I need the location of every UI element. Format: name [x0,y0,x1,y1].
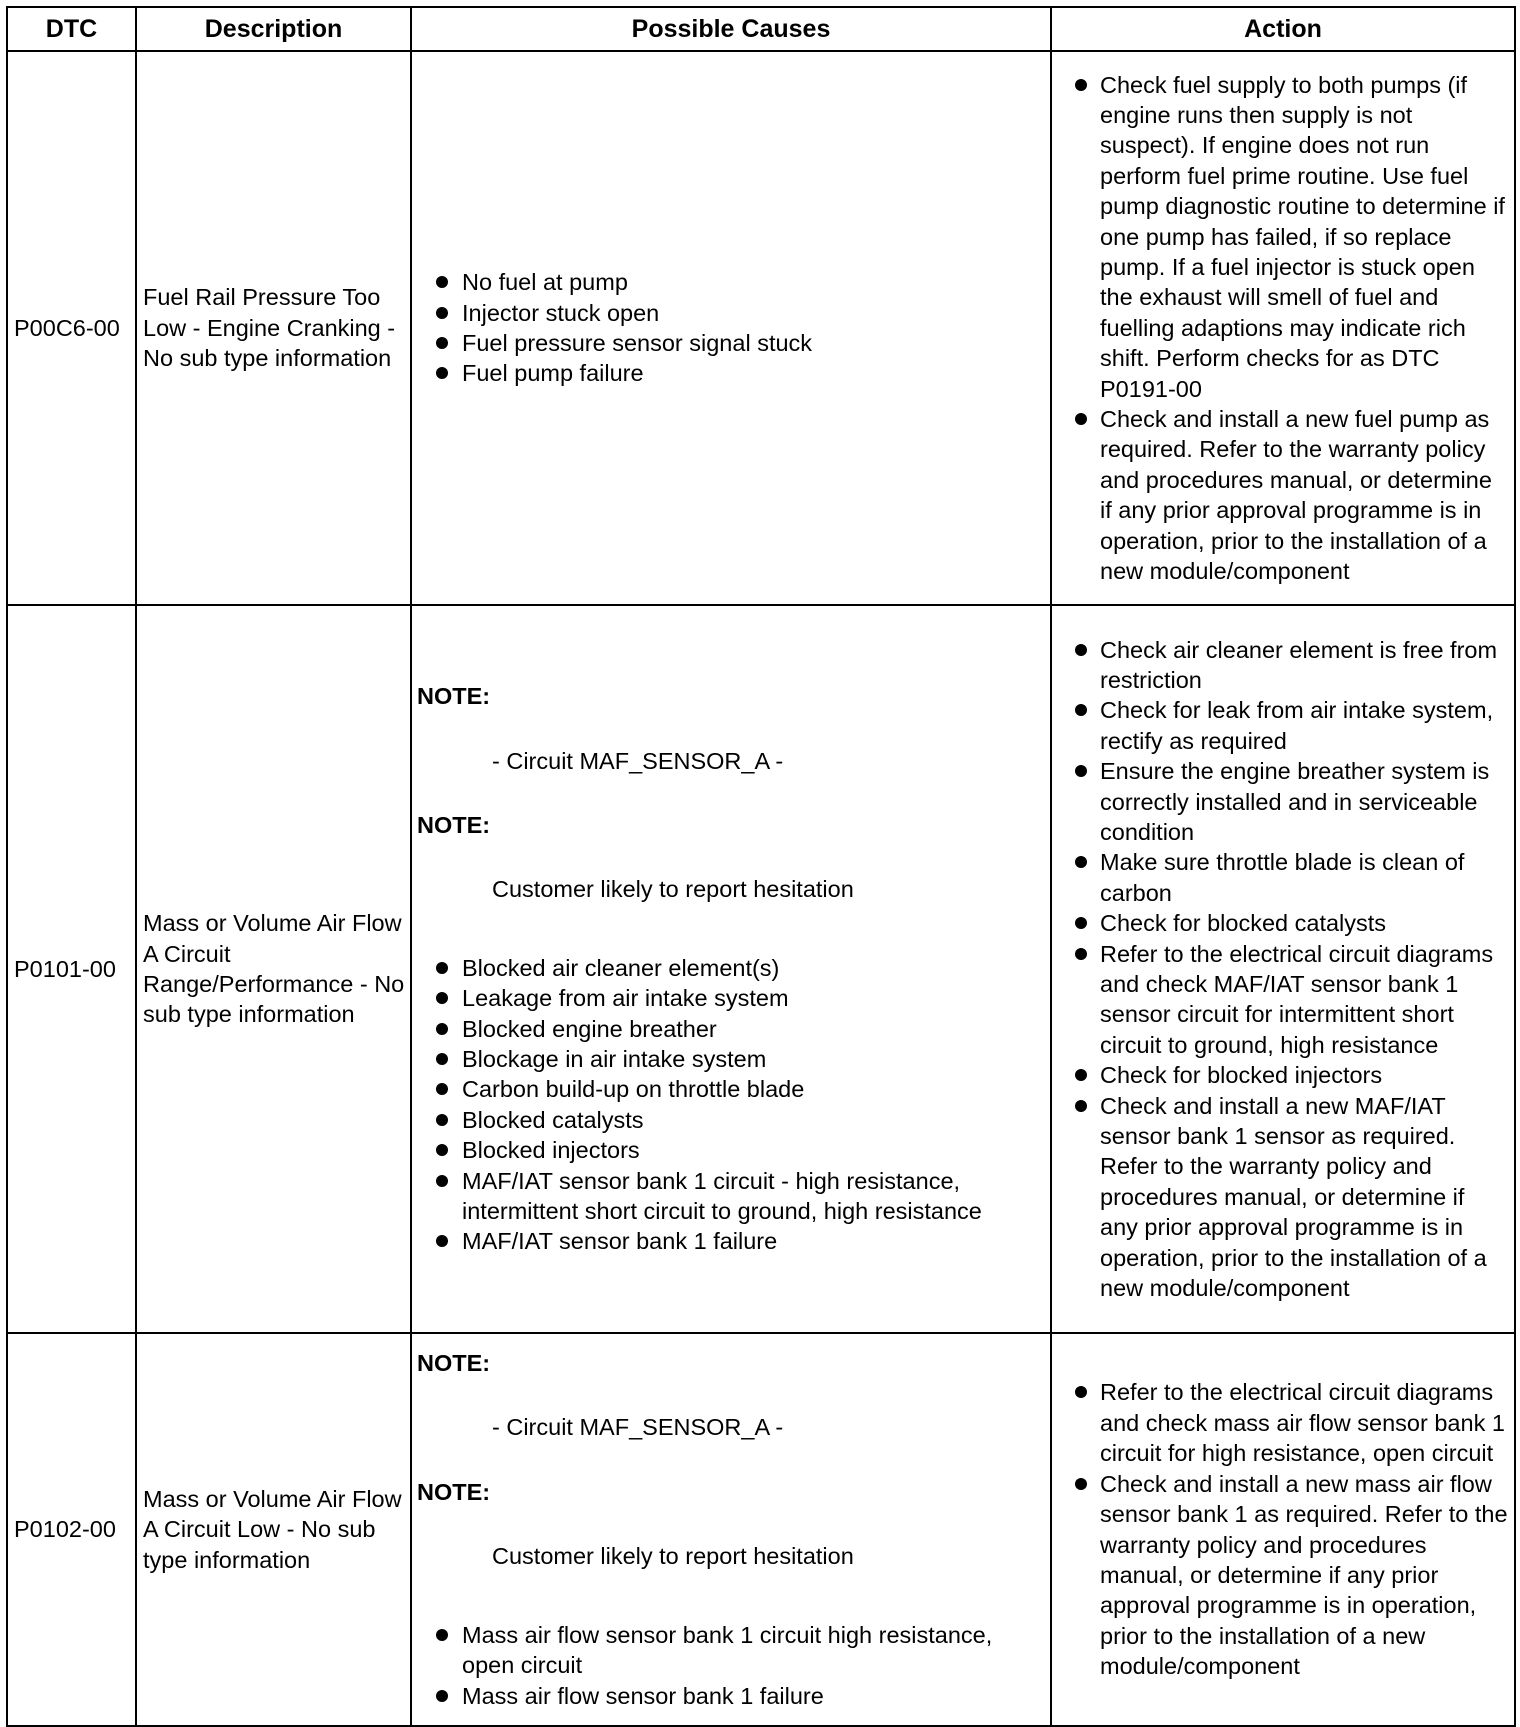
cause-item: Blocked injectors [417,1135,1046,1165]
action-item: Check fuel supply to both pumps (if engine runs then supply is not suspect). If engine does not run perform fuel prime routine. Use fuel pump diagnostic routine to determine if one pump has failed, if so replace pump. If a fuel injector is stuck open the exhaust will smell of fuel and fuelling adaptions may indicate rich shift. Perform checks for as DTC P0191-00 [1064,70,1508,404]
cause-item: MAF/IAT sensor bank 1 failure [417,1226,1046,1256]
bullet-icon [436,1114,448,1126]
dtc-code: P0102-00 [7,1333,136,1726]
bullet-icon [436,1023,448,1035]
action-item: Check and install a new fuel pump as required. Refer to the warranty policy and procedures manual, or determine if any prior approval programme is in operation, prior to the installation of a new module/component [1064,404,1508,586]
bullet-icon [1075,1386,1087,1398]
causes-list [417,1620,1046,1711]
action-item: Check for blocked injectors [1064,1060,1508,1090]
action-list [1064,70,1508,587]
cause-item: Blocked air cleaner element(s) [417,953,1046,983]
table-row-p0102 [7,1333,1515,1726]
action-item: Refer to the electrical circuit diagrams and check MAF/IAT sensor bank 1 sensor circuit for intermittent short circuit to ground, high resistance [1064,939,1508,1061]
bullet-icon [1075,856,1087,868]
cause-item: No fuel at pump [417,267,1046,297]
bullet-icon [436,367,448,379]
bullet-icon [1075,917,1087,929]
bullet-icon [1075,79,1087,91]
cause-item: Leakage from air intake system [417,983,1046,1013]
bullet-icon [436,992,448,1004]
note-text: - Circuit MAF_SENSOR_A - [492,1414,784,1441]
action-item: Check air cleaner element is free from restriction [1064,635,1508,696]
cause-item: Blockage in air intake system [417,1044,1046,1074]
bullet-icon [1075,1478,1087,1490]
header-action: Action [1051,7,1515,51]
cause-item: Carbon build-up on throttle blade [417,1074,1046,1104]
action-item: Check for blocked catalysts [1064,908,1508,938]
action-item: Refer to the electrical circuit diagrams and check mass air flow sensor bank 1 circuit for high resistance, open circuit [1064,1377,1508,1468]
cause-item: Mass air flow sensor bank 1 circuit high resistance, open circuit [417,1620,1046,1681]
possible-causes-cell [411,605,1051,1333]
note-label: NOTE: [417,1478,491,1505]
table-row-p00c6 [7,51,1515,605]
note-label: NOTE: [417,683,491,710]
bullet-icon [436,1175,448,1187]
bullet-icon [436,276,448,288]
dtc-description: Mass or Volume Air Flow A Circuit Range/Performance - No sub type information [136,605,411,1333]
action-cell [1051,1333,1515,1726]
bullet-icon [1075,1069,1087,1081]
header-dtc: DTC [7,7,136,51]
bullet-icon [436,1144,448,1156]
action-item: Ensure the engine breather system is correctly installed and in serviceable condition [1064,756,1508,847]
bullet-icon [1075,765,1087,777]
cause-item: Mass air flow sensor bank 1 failure [417,1681,1046,1711]
bullet-icon [1075,948,1087,960]
header-row [7,7,1515,51]
bullet-icon [1075,644,1087,656]
possible-causes-cell [411,51,1051,605]
header-possible-causes: Possible Causes [411,7,1051,51]
dtc-description: Mass or Volume Air Flow A Circuit Low - No sub type information [136,1333,411,1726]
bullet-icon [1075,704,1087,716]
note-text: Customer likely to report hesitation [492,1543,854,1570]
causes-list [417,267,1046,389]
action-cell [1051,51,1515,605]
note-text: - Circuit MAF_SENSOR_A - [492,747,784,774]
bullet-icon [436,962,448,974]
bullet-icon [436,307,448,319]
action-item: Check and install a new MAF/IAT sensor bank 1 sensor as required. Refer to the warranty policy and procedures manual, or determine if any prior approval programme is in operation, prior to the installation of a new module/component [1064,1091,1508,1304]
bullet-icon [436,1083,448,1095]
header-description: Description [136,7,411,51]
bullet-icon [436,1690,448,1702]
bullet-icon [1075,1100,1087,1112]
bullet-icon [1075,413,1087,425]
bullet-icon [436,337,448,349]
action-item: Make sure throttle blade is clean of carbon [1064,847,1508,908]
table-row-p0101 [7,605,1515,1333]
bullet-icon [436,1053,448,1065]
action-list [1064,635,1508,1304]
action-item: Check and install a new mass air flow sensor bank 1 as required. Refer to the warranty policy and procedures manual, or determine if any prior approval programme is in operation, prior to the installation of a new module/component [1064,1469,1508,1682]
note-text: Customer likely to report hesitation [492,876,854,903]
cause-item: MAF/IAT sensor bank 1 circuit - high resistance, intermittent short circuit to ground, high resistance [417,1166,1046,1227]
cause-item: Injector stuck open [417,298,1046,328]
dtc-code: P0101-00 [7,605,136,1333]
possible-causes-cell [411,1333,1051,1726]
cause-item: Blocked catalysts [417,1105,1046,1135]
dtc-table [6,6,1516,1727]
bullet-icon [436,1235,448,1247]
note-label: NOTE: [417,811,491,838]
dtc-code: P00C6-00 [7,51,136,605]
causes-list [417,953,1046,1257]
cause-item: Blocked engine breather [417,1014,1046,1044]
action-item: Check for leak from air intake system, rectify as required [1064,695,1508,756]
cause-item: Fuel pump failure [417,358,1046,388]
dtc-description: Fuel Rail Pressure Too Low - Engine Cranking - No sub type information [136,51,411,605]
bullet-icon [436,1629,448,1641]
action-list [1064,1377,1508,1681]
cause-item: Fuel pressure sensor signal stuck [417,328,1046,358]
action-cell [1051,605,1515,1333]
note-label: NOTE: [417,1350,491,1377]
